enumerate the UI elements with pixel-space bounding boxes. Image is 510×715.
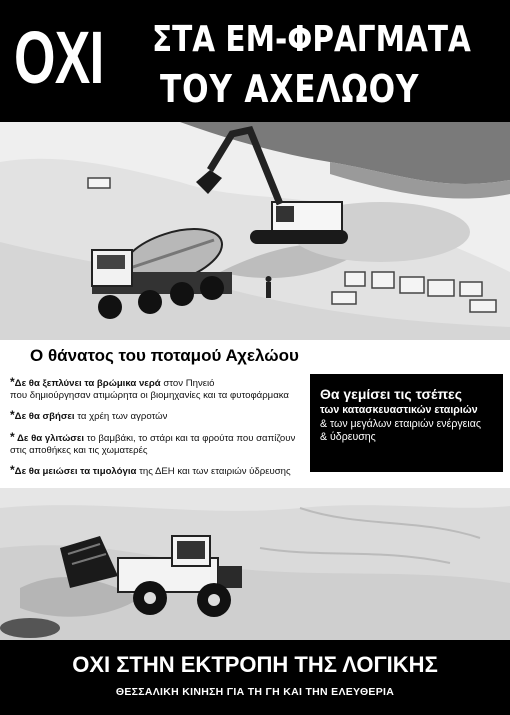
point-text: της ΔΕΗ και των εταιριών ύδρευσης [136,466,291,478]
header-title-line1: ΣΤΑ ΕΜ-ΦΡΑΓΜΑΤΑ [152,19,471,60]
point-text: το βαμβάκι, το στάρι και τα φρούτα που σαπίζουν [84,432,296,444]
point-text-line2: που δημιούργησαν ατιμώρητα οι βιομηχανίες και τα φυτοφάρμακα [10,390,289,402]
callout-title: Θα γεμίσει τις τσέπες [320,386,462,402]
bullet-star: * [10,375,15,389]
construction-site-photo [0,122,510,340]
callout-line: & ύδρευσης [320,431,376,443]
point-bold-text: Δε θα γλιτώσει [14,432,85,444]
point-text-line2: στις αποθήκες και τις χωματερές [10,444,148,456]
point-bold-text: Δε θα σβήσει [14,411,75,423]
point-bold-text: Δε θα μειώσει τα τιμολόγια [14,466,137,478]
bullet-star: * [10,408,15,423]
headline: Ο θάνατος του ποταμού Αχελώου [30,346,299,365]
point-text: στον Πηνειό [160,378,215,389]
list-item [10,409,310,423]
poster-header [0,0,510,122]
list-item [10,464,310,478]
header-big-word: ΟΧΙ [14,16,104,99]
callout-line: & των μεγάλων εταιριών ενέργειας [320,417,481,430]
header-title-line2: ΤΟΥ ΑΧΕΛΩΟΥ [160,67,420,111]
point-text: τα χρέη των αγροτών [74,411,168,423]
middle-section [0,340,510,488]
callout-box [310,374,503,472]
poster-footer [0,640,510,715]
list-item [10,431,310,457]
bullet-star: * [10,429,15,444]
points-list [10,376,310,485]
point-bold-text: Δε θα ξεπλύνει τα βρώμικα νερά [14,378,161,389]
footer-organization: ΘΕΣΣΑΛΙΚΗ ΚΙΝΗΣΗ ΓΙΑ ΤΗ ΓΗ ΚΑΙ ΤΗΝ ΕΛΕΥΘΕΡΙΑ [115,686,395,698]
callout-line: των κατασκευαστικών εταιριών [320,404,478,416]
bullet-star: * [10,463,15,478]
list-item [10,376,310,402]
footer-slogan: ΟΧΙ ΣΤΗΝ ΕΚΤΡΟΠΗ ΤΗΣ ΛΟΓΙΚΗΣ [72,652,438,677]
bulldozer-photo [0,488,510,640]
